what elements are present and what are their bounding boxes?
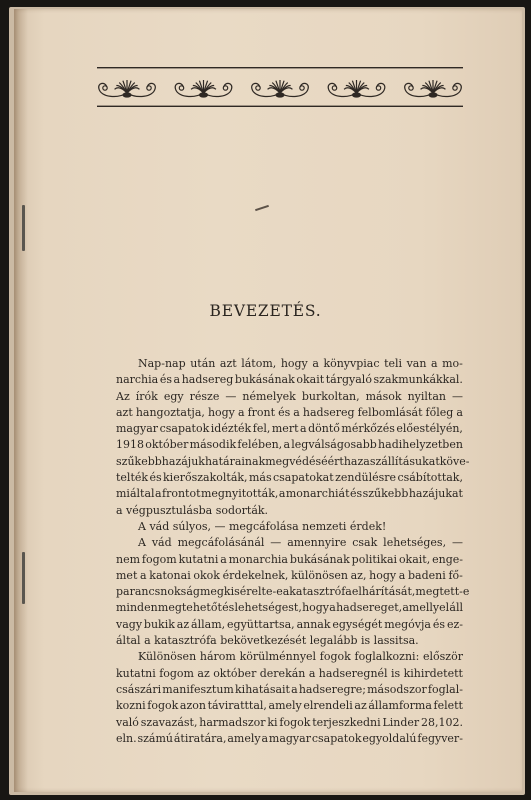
- text-line: szűkebb hazájuk határainak megvédéséért hazaszállításukat köve-: [116, 454, 470, 468]
- text-line: narchia és a hadsereg bukásának okait tárgyaló szakmunkákkal.: [116, 373, 463, 387]
- binding-crease: [14, 9, 28, 792]
- text-line: magyar csapatok idézték fel, mert a döntő mérkőzés előestélyén,: [116, 422, 463, 436]
- text-line: parancsnokság megkisérelte-e a katasztrófa elhárítását, megtett-e: [116, 585, 470, 599]
- text-line: Az írók egy része — némelyek burkoltan, mások nyiltan —: [116, 389, 463, 403]
- text-line: által a katasztrófa bekövetkezését legalább is lassitsa.: [116, 634, 419, 648]
- page-title: BEVEZETÉS.: [209, 302, 322, 320]
- text-line: császári manifesztum kihatásait a hadseregre; másodszor foglal-: [116, 682, 463, 696]
- palmette-motif: [175, 80, 232, 97]
- text-line: A vád megcáfolásánál — amennyire csak lehetséges, —: [138, 536, 463, 550]
- text-line: kozni fogok azon táviratttal, amely elrendeli az államforma felett: [116, 699, 463, 713]
- text-line: eln. számú átiratára, amely a magyar csapatok egyoldalú fegyver-: [116, 731, 463, 745]
- palmette-frieze-icon: [97, 66, 463, 108]
- text-line: azt hangoztatja, hogy a front és a hadsereg felbomlását főleg a: [116, 405, 463, 419]
- text-line: telték és kierőszakolták, más csapatokat zendülésre csábítottak,: [116, 471, 463, 485]
- text-line: kutatni fogom az október derekán a hadseregnél is kihirdetett: [116, 666, 463, 680]
- text-line: vagy bukik az állam, együttartsa, annak egységét megóvja és ez-: [116, 617, 463, 631]
- text-line: való szavazást, harmadszor ki fogok terjeszkedni Linder 28,102.: [116, 715, 463, 729]
- text-line: minden megtehetőt és lehetségest, hogy a hadsereget, amellyel áll: [116, 601, 463, 615]
- text-line: a végpusztulásba sodorták.: [116, 503, 269, 517]
- staple-top: [22, 205, 25, 251]
- text-line: 1918 október második felében, a legválságosabb hadihelyzetben: [116, 438, 463, 452]
- staple-bottom: [22, 552, 25, 604]
- palmette-motif: [328, 80, 385, 97]
- palmette-motif: [99, 80, 156, 97]
- text-line: Különösen három körülménnyel fogok foglalkozni: először: [138, 650, 463, 664]
- text-line: Nap-nap után azt látom, hogy a könyvpiac teli van a mo-: [138, 357, 463, 370]
- palmette-motif: [252, 80, 309, 97]
- body-text: [116, 356, 470, 747]
- text-line: met a katonai okok érdekelnek, különösen az, hogy a badeni fő-: [116, 568, 463, 582]
- text-line: A vád súlyos, — megcáfolása nemzeti érdek!: [138, 519, 387, 533]
- text-line: miáltal a frontot megnyitották, a monarchiát és szűkebb hazájukat: [116, 487, 463, 501]
- palmette-motif: [405, 80, 462, 97]
- text-line: nem fogom kutatni a monarchia bukásának politikai okait, enge-: [116, 552, 463, 566]
